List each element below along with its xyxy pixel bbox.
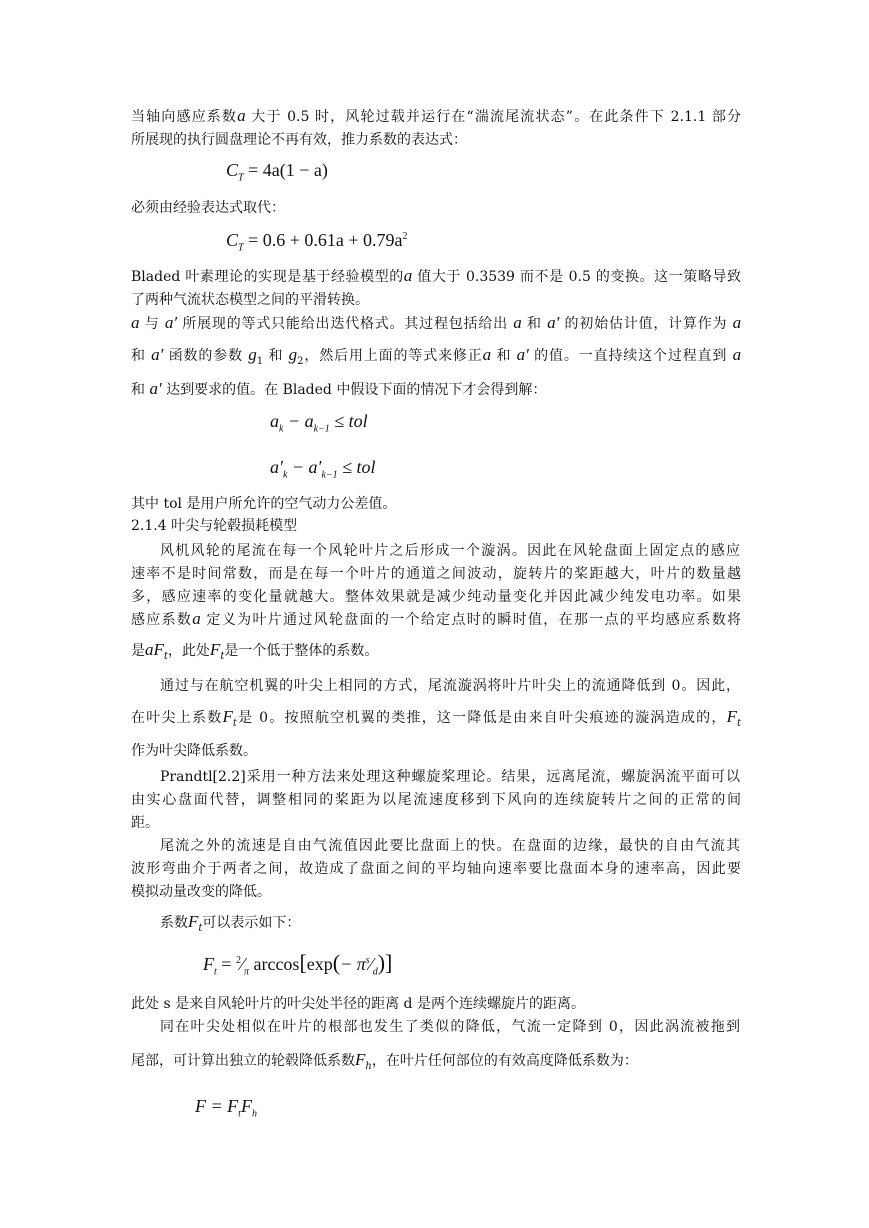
text-line: 和 a′ 达到要求的值。在 Bladed 中假设下面的情况下才会得到解： — [131, 379, 547, 398]
equation-thrust-coefficient: $C_T = 4a(1 - a)$ — [226, 160, 328, 184]
text-line: 了两种气流状态模型之间的平滑转换。 — [131, 292, 369, 308]
text-line: 感应系数a 定义为叶片通过风轮盘面的一个给定点时的瞬时值，在那一点的平均感应系数将 — [131, 609, 742, 628]
text-line: 当轴向感应系数a 大于 0.5 时，风轮过载并运行在“湍流尾流状态”。在此条件下 2.1.1 部分 — [131, 106, 741, 125]
text-line: 必须由经验表达式取代： — [131, 200, 285, 216]
equation-empirical-thrust: $C_T = 0.6 + 0.61a + 0.79a^2$ — [226, 230, 408, 254]
text-line: 所展现的执行圆盘理论不再有效，推力系数的表达式： — [131, 132, 467, 148]
text-line: 波形弯曲介于两者之间，故造成了盘面之间的平均轴向速率要比盘面本身的速率高，因此要 — [131, 861, 741, 877]
text-line: 由实心盘面代替，调整相同的桨距为以尾流速度移到下风向的连续旋转片之间的正常的间 — [131, 792, 741, 808]
equation-total-loss-factor: $F = F_tF_h$ — [195, 1096, 257, 1120]
equation-convergence-a: $a_k - a_{k-1}$ ≤ tol — [270, 411, 368, 435]
text-line: Bladed 叶素理论的实现是基于经验模型的a 值大于 0.3539 而不是 0.5 的变换。这一策略导致 — [131, 266, 741, 285]
text-line: 通过与在航空机翼的叶尖上相同的方式，尾流漩涡将叶片叶尖上的流通降低到 0。因此， — [160, 678, 740, 694]
text-line: 和 a′ 函数的参数 $g_1$ 和 $g_2$，然后用上面的等式来修正a 和 a′ 的值。一直持续这个过程直到 a — [131, 345, 742, 367]
text-line: 作为叶尖降低系数。 — [131, 743, 257, 759]
text-line: 其中 tol 是用户所允许的空气动力公差值。 — [131, 496, 397, 512]
text-line: 系数$F_t$可以表示如下： — [160, 912, 301, 934]
equation-tip-loss-factor: $F_t$ = $^2⁄_\pi$ $\arccos[\exp(- \pi^s⁄_d)]$ — [203, 950, 393, 978]
equation-convergence-a-prime: $a'_k - a'_{k-1}$ ≤ tol — [270, 457, 376, 481]
text-line: 同在叶尖处相似在叶片的根部也发生了类似的降低，气流一定降到 0，因此涡流被拖到 — [160, 1019, 740, 1035]
text-line: 尾流之外的流速是自由气流值因此要比盘面上的快。在盘面的边缘，最快的自由气流其 — [160, 838, 740, 854]
text-line: 是$aF_t$，此处$F_t$是一个低于整体的系数。 — [131, 640, 379, 662]
text-line: 模拟动量改变的降低。 — [131, 884, 271, 900]
text-line: 距。 — [131, 815, 159, 831]
text-line: 多，感应速率的变化量就越大。整体效果就是减少纯动量变化并因此减少纯发电功率。如果 — [131, 589, 741, 605]
text-line: 风机风轮的尾流在每一个风轮叶片之后形成一个漩涡。因此在风轮盘面上固定点的感应 — [160, 543, 740, 559]
text-line: 此处 s 是来自风轮叶片的叶尖处半径的距离 d 是两个连续螺旋片的距离。 — [131, 996, 585, 1012]
text-line: 在叶尖上系数$F_t$是 0。按照航空机翼的类推，这一降低是由来自叶尖痕迹的漩涡造成的，$F_t$ — [131, 707, 742, 729]
text-line: a 与 a′ 所展现的等式只能给出迭代格式。其过程包括给出 a 和 a′ 的初始估计值，计算作为 a — [131, 313, 742, 332]
text-line: Prandtl[2.2]采用一种方法来处理这种螺旋桨理论。结果，远离尾流，螺旋涡流平面可以 — [160, 769, 740, 785]
text-line: 速率不是时间常数，而是在每一个叶片的通道之间波动，旋转片的桨距越大，叶片的数量越 — [131, 566, 741, 582]
section-heading: 2.1.4 叶尖与轮毂损耗模型 — [131, 518, 298, 534]
text-line: 尾部，可计算出独立的轮毂降低系数$F_h$，在叶片任何部位的有效高度降低系数为： — [131, 1050, 638, 1072]
